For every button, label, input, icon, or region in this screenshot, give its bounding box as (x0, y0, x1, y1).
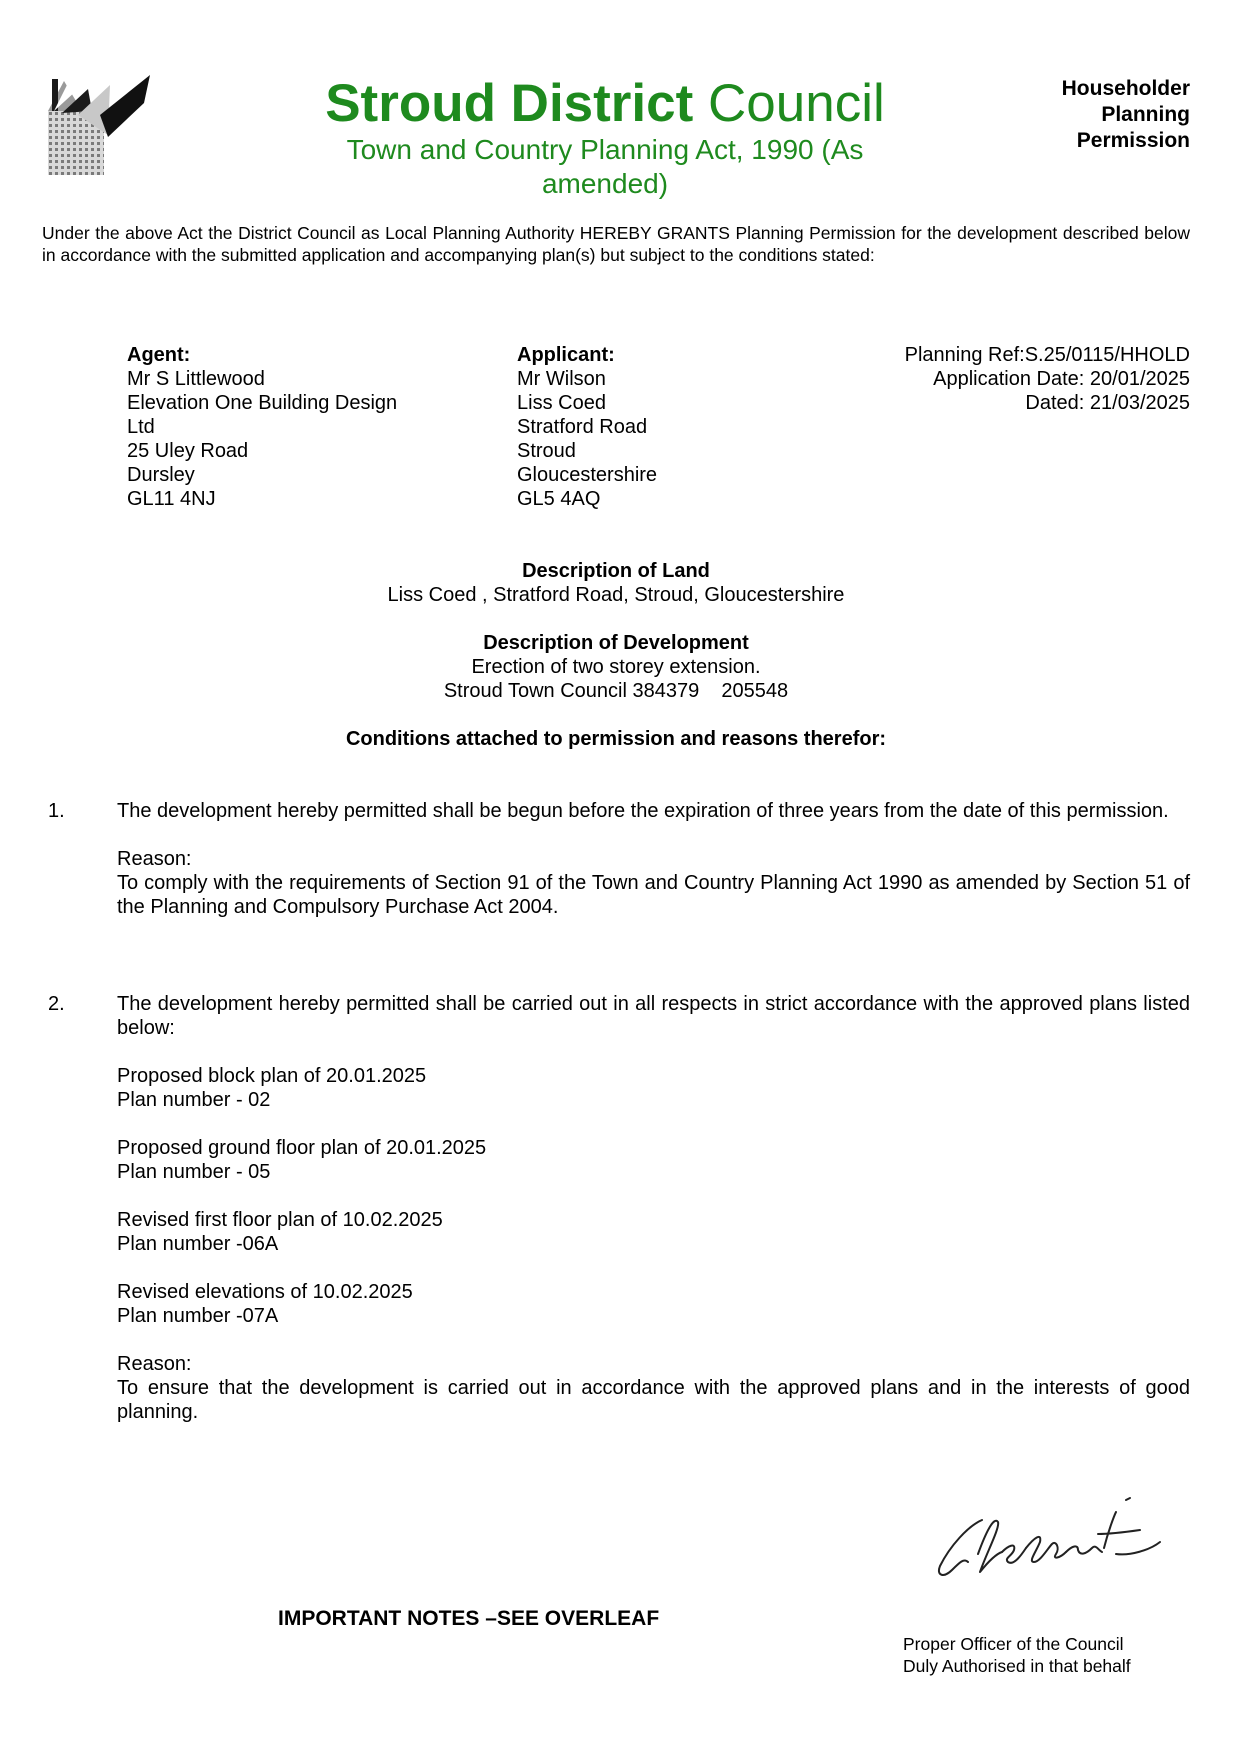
agent-line: 25 Uley Road (127, 440, 249, 462)
important-notes: IMPORTANT NOTES –SEE OVERLEAF (278, 1607, 660, 1630)
permission-type-line: Householder (1061, 77, 1190, 100)
agent-line: GL11 4NJ (127, 488, 216, 510)
council-name-bold: Stroud District (325, 74, 694, 133)
intro-text: Under the above Act the District Council as Local Planning Authority HEREBY GRANTS Planning Permission for the development described below in accordance with the submitted application and accompanying plan(s) but subject to the conditions stated: (42, 223, 1190, 265)
condition-number: 1. (48, 800, 65, 822)
plan-number: Plan number - 05 (117, 1161, 271, 1183)
condition-text: The development hereby permitted shall be begun before the expiration of three years from the date of this permission. (117, 800, 1169, 822)
development-heading: Description of Development (483, 632, 749, 654)
development-description (42, 631, 1190, 703)
stroud-council-logo-icon (48, 75, 150, 175)
conditions-heading: Conditions attached to permission and reasons therefor: (345, 728, 887, 750)
agent-line: Mr S Littlewood (127, 368, 265, 390)
applicant-line: Stratford Road (517, 416, 648, 438)
act-title: Town and Country Planning Act, 1990 (As amended) (346, 134, 864, 199)
applicant-line: Gloucestershire (517, 464, 658, 486)
permission-type-line: Planning (1101, 103, 1190, 126)
plan-number: Plan number -06A (117, 1233, 279, 1255)
applicant-heading: Applicant: (517, 344, 615, 366)
agent-heading: Agent: (127, 344, 191, 366)
agent-line: Dursley (127, 464, 195, 486)
officer-line: Duly Authorised in that behalf (903, 1656, 1131, 1676)
plan-title: Proposed ground floor plan of 20.01.2025 (117, 1137, 487, 1159)
development-grid-ref: Stroud Town Council 384379 205548 (443, 680, 789, 702)
applicant-block (517, 343, 797, 511)
agent-line: Elevation One Building Design (127, 392, 398, 414)
officer-signature-block (903, 1633, 1131, 1677)
permission-type (980, 76, 1190, 154)
applicant-line: GL5 4AQ (517, 488, 601, 510)
condition-1 (117, 799, 1190, 919)
condition-text: The development hereby permitted shall be carried out in all respects in strict accordance with the approved plans listed below: (117, 993, 1190, 1039)
plan-title: Revised first floor plan of 10.02.2025 (117, 1209, 443, 1231)
applicant-line: Mr Wilson (517, 368, 606, 390)
application-date: Application Date: 20/01/2025 (933, 368, 1190, 390)
applicant-line: Liss Coed (517, 392, 606, 414)
reason-label: Reason: (117, 1353, 192, 1375)
officer-line: Proper Officer of the Council (903, 1634, 1124, 1654)
handwritten-signature-icon (930, 1492, 1180, 1584)
council-name-regular: Council (708, 74, 885, 133)
land-text: Liss Coed , Stratford Road, Stroud, Gloucestershire (387, 584, 845, 606)
condition-2 (117, 992, 1190, 1424)
dated: Dated: 21/03/2025 (1025, 392, 1190, 414)
plan-number: Plan number - 02 (117, 1089, 271, 1111)
permission-type-line: Permission (1076, 129, 1190, 152)
council-name (250, 72, 960, 136)
reference-block (830, 343, 1190, 415)
planning-ref: Planning Ref:S.25/0115/HHOLD (904, 344, 1190, 366)
agent-block (127, 343, 447, 511)
reason-text: To comply with the requirements of Section 91 of the Town and Country Planning Act 1990 as amended by Section 51 of the Planning and Compulsory Purchase Act 2004. (117, 872, 1190, 918)
reason-text: To ensure that the development is carried out in accordance with the approved plans and in the interests of good planning. (117, 1377, 1190, 1423)
plan-title: Revised elevations of 10.02.2025 (117, 1281, 413, 1303)
reason-label: Reason: (117, 848, 192, 870)
applicant-line: Stroud (517, 440, 576, 462)
condition-number: 2. (48, 993, 65, 1015)
plan-number: Plan number -07A (117, 1305, 279, 1327)
land-description (42, 559, 1190, 607)
plan-title: Proposed block plan of 20.01.2025 (117, 1065, 427, 1087)
development-text: Erection of two storey extension. (471, 656, 761, 678)
agent-line: Ltd (127, 416, 155, 438)
land-heading: Description of Land (522, 560, 710, 582)
